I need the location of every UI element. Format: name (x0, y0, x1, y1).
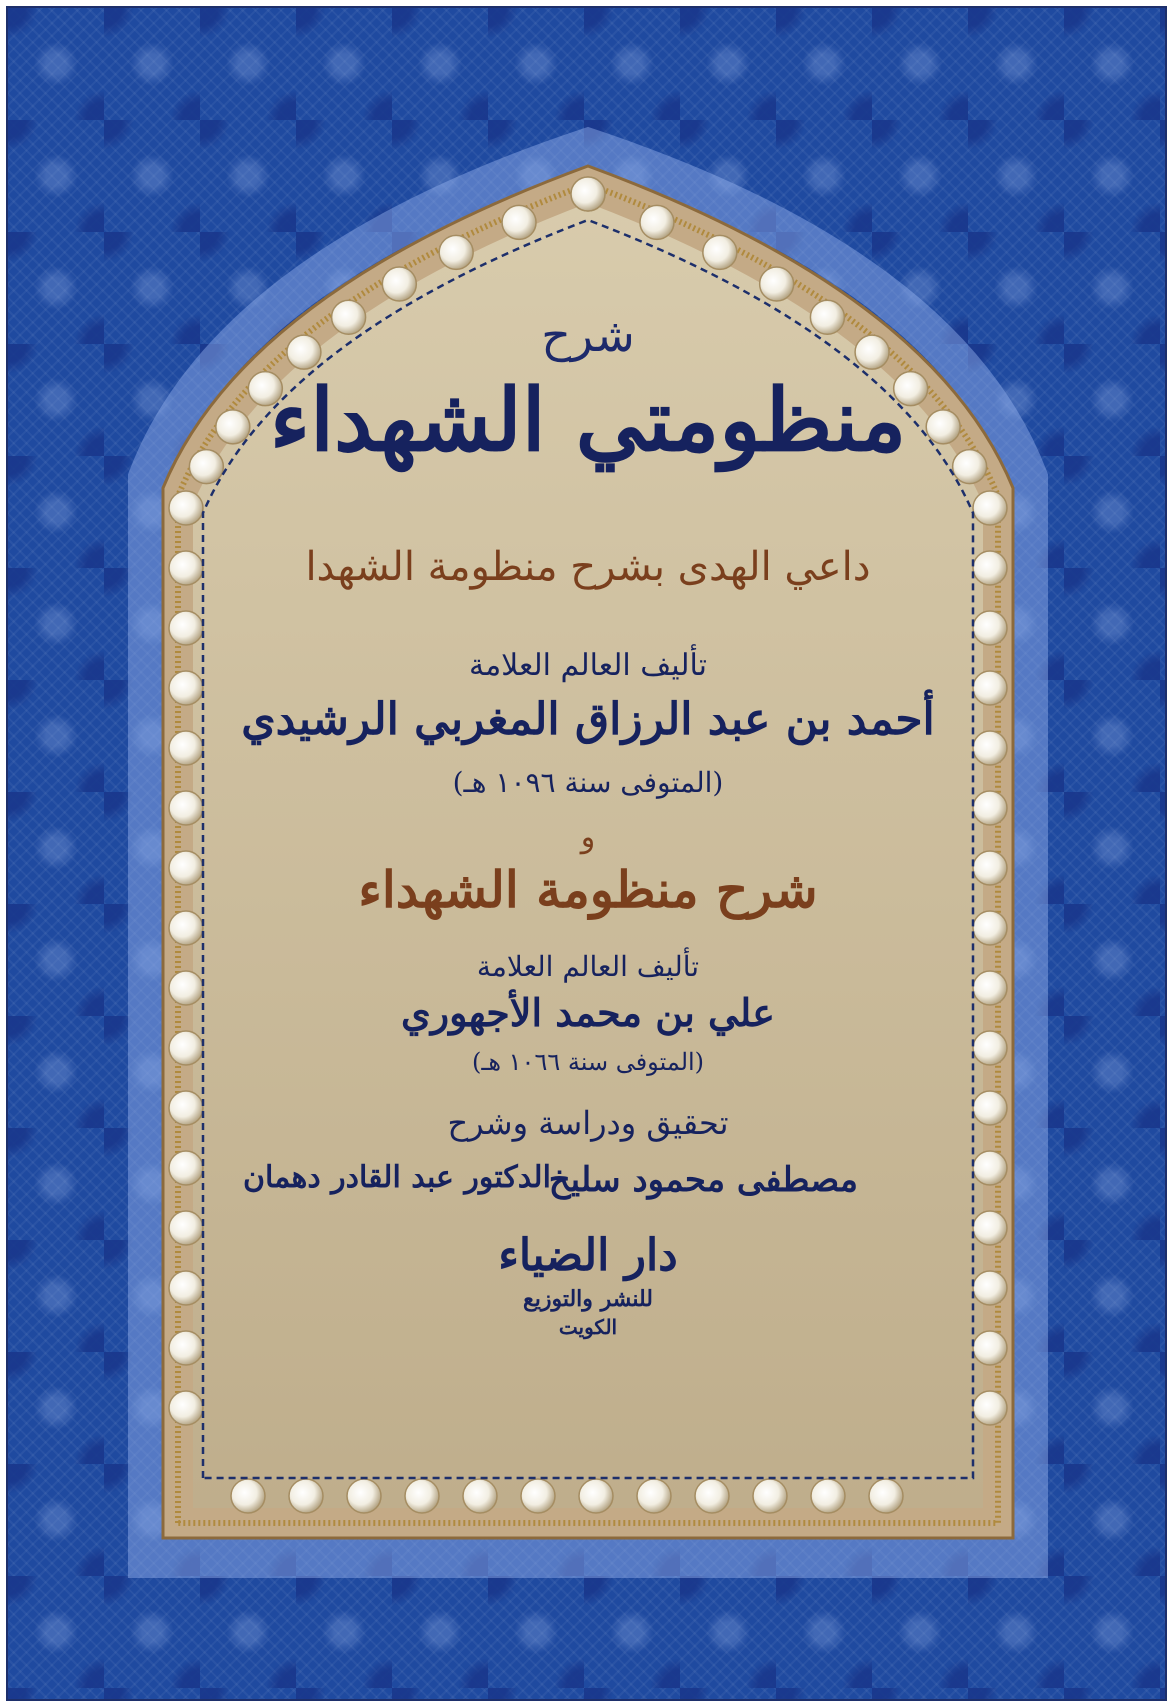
conjunction: و (580, 820, 596, 855)
pearl (760, 267, 794, 301)
heading-small: شرح (541, 308, 635, 362)
pearl (571, 177, 605, 211)
subtitle: داعي الهدى بشرح منظومة الشهدا (305, 544, 871, 590)
first-author-death: (المتوفى سنة ١٠٩٦ هـ) (452, 766, 724, 799)
second-author-label: تأليف العالم العلامة (476, 950, 700, 983)
pearl (640, 205, 674, 239)
second-author-name: علي بن محمد الأجهوري (401, 990, 775, 1035)
editors (188, 1160, 988, 1210)
cover-text (188, 308, 988, 1638)
editor-1: مصطفى محمود سليخ (548, 1160, 858, 1200)
pearl (703, 235, 737, 269)
publisher-name: دار الضياء (498, 1230, 678, 1281)
pearl (439, 235, 473, 269)
publisher-city: الكويت (558, 1315, 618, 1339)
first-author-name: أحمد بن عبد الرزاق المغربي الرشيدي (241, 694, 935, 745)
publisher-subtitle: للنشر والتوزيع (523, 1286, 653, 1312)
second-author-death: (المتوفى سنة ١٠٦٦ هـ) (471, 1048, 705, 1076)
editor-2: الدكتور عبد القادر دهمان (243, 1160, 551, 1195)
main-title: منظومتي الشهداء (269, 370, 907, 471)
pearl (502, 205, 536, 239)
editing-label: تحقيق ودراسة وشرح (447, 1104, 729, 1142)
pearl (382, 267, 416, 301)
publisher-logo (188, 1228, 988, 1378)
book-cover (6, 6, 1167, 1701)
second-title: شرح منظومة الشهداء (358, 860, 818, 919)
first-author-label: تأليف العالم العلامة (468, 648, 707, 683)
